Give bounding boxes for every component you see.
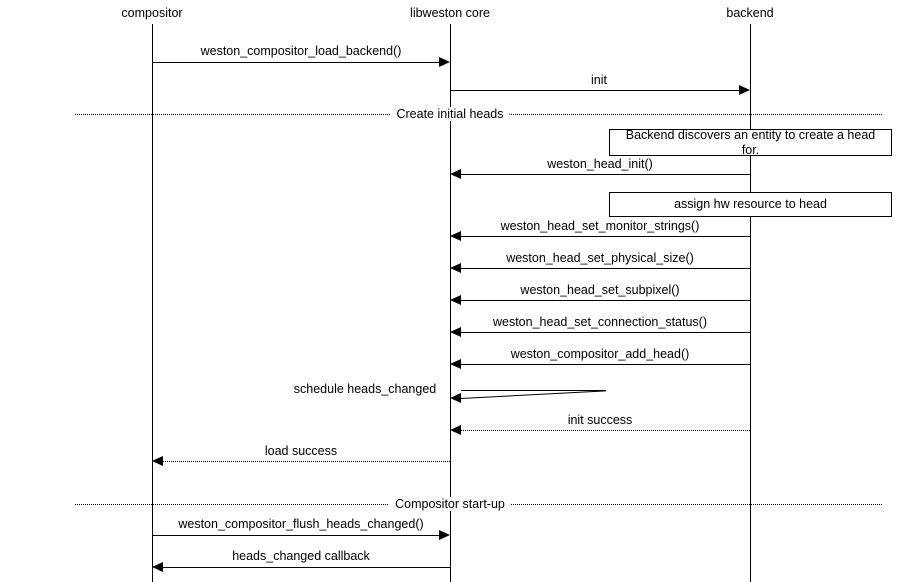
message-line-load-backend (152, 62, 440, 63)
message-line-init (450, 90, 740, 91)
message-line-set-connection-status (461, 332, 750, 333)
message-line-set-monitor-strings (461, 236, 750, 237)
message-label-set-monitor-strings: weston_head_set_monitor_strings() (500, 219, 700, 233)
message-label-init: init (591, 73, 607, 87)
arrowhead-load-backend (439, 57, 450, 67)
arrowhead-init-success (450, 425, 461, 435)
actor-label-backend: backend (726, 6, 774, 20)
message-label-init-success: init success (567, 413, 633, 427)
arrowhead-set-connection-status (450, 327, 461, 337)
message-line-init-success (461, 430, 750, 431)
message-line-heads-changed-callback (163, 567, 450, 568)
message-line-set-subpixel (461, 300, 750, 301)
message-line-load-success (163, 461, 450, 462)
arrowhead-schedule-heads-changed (450, 393, 461, 403)
arrowhead-flush-heads-changed (439, 530, 450, 540)
separator-label-create-initial-heads: Create initial heads (390, 107, 509, 121)
message-label-head-init: weston_head_init() (547, 157, 653, 171)
message-label-set-connection-status: weston_head_set_connection_status() (492, 315, 708, 329)
arrowhead-load-success (152, 456, 163, 466)
note-backend-discovers-entity: Backend discovers an entity to create a head for. (609, 129, 892, 156)
arrowhead-heads-changed-callback (152, 562, 163, 572)
separator-label-compositor-start-up: Compositor start-up (389, 497, 511, 511)
message-label-load-success: load success (264, 444, 338, 458)
message-line-schedule-heads-changed-bottom (461, 390, 606, 399)
message-line-head-init (461, 174, 750, 175)
message-label-add-head: weston_compositor_add_head() (510, 347, 690, 361)
arrowhead-set-physical-size (450, 263, 461, 273)
message-label-schedule-heads-changed: schedule heads_changed (293, 382, 437, 396)
arrowhead-set-monitor-strings (450, 231, 461, 241)
message-line-set-physical-size (461, 268, 750, 269)
arrowhead-init (739, 85, 750, 95)
lifeline-backend (750, 24, 751, 582)
arrowhead-add-head (450, 359, 461, 369)
note-assign-hw-resource: assign hw resource to head (609, 192, 892, 217)
message-line-add-head (461, 364, 750, 365)
message-label-load-backend: weston_compositor_load_backend() (200, 44, 402, 58)
message-label-flush-heads-changed: weston_compositor_flush_heads_changed() (178, 517, 424, 531)
lifeline-compositor (152, 24, 153, 582)
arrowhead-head-init (450, 169, 461, 179)
message-label-heads-changed-callback: heads_changed callback (232, 549, 370, 563)
message-line-flush-heads-changed (152, 535, 440, 536)
actor-label-compositor: compositor (121, 6, 183, 20)
message-label-set-subpixel: weston_head_set_subpixel() (520, 283, 680, 297)
arrowhead-set-subpixel (450, 295, 461, 305)
actor-label-libweston-core: libweston core (410, 6, 490, 20)
message-label-set-physical-size: weston_head_set_physical_size() (506, 251, 694, 265)
